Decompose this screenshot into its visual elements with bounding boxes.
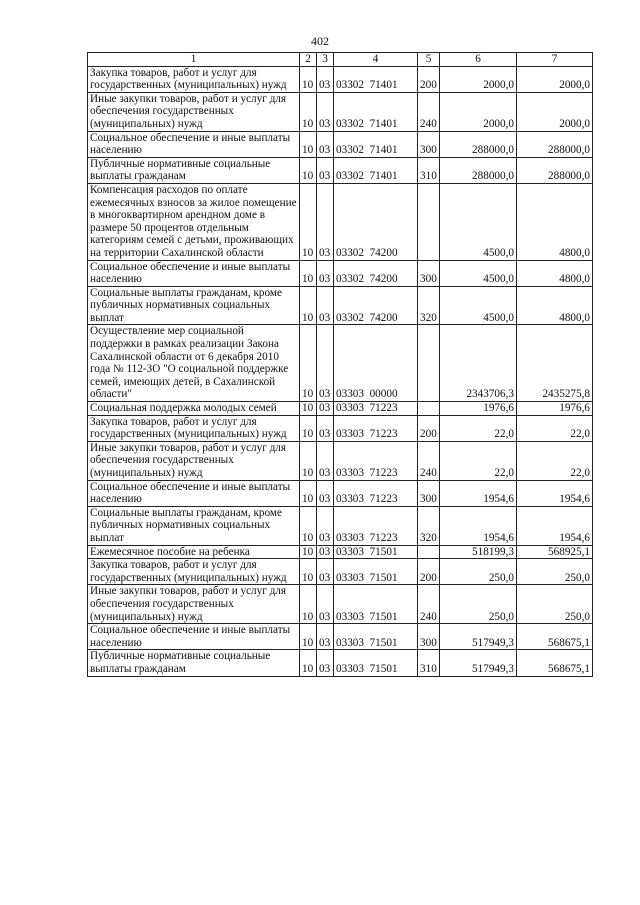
table-row [88,183,593,260]
amount-year2-cell: 250,0 [517,585,593,624]
target-article-cell: 03302 71401 [334,131,418,157]
amount-year1-cell: 4500,0 [440,183,517,260]
amount-year2-cell: 568925,1 [517,545,593,559]
row-name-cell: Социальное обеспечение и иные выплаты населению [88,480,300,506]
expense-type-cell: 240 [418,441,440,480]
expense-type-cell [418,545,440,559]
row-name-cell: Осуществление мер социальной поддержки в рамках реализации Закона Сахалинской области от 6 декабря 2010 года № 112-ЗО "О социальной поддержке семей, имеющих детей, в Сахалинской области" [88,325,300,402]
subsection-code-cell: 03 [317,545,334,559]
amount-year1-cell: 288000,0 [440,131,517,157]
expense-type-cell: 320 [418,286,440,325]
target-article-cell: 03303 71223 [334,415,418,441]
amount-year2-cell: 568675,1 [517,650,593,676]
amount-year2-cell: 4800,0 [517,183,593,260]
target-article-cell: 03303 71501 [334,559,418,585]
table-row [88,325,593,402]
target-article-cell: 03303 71501 [334,545,418,559]
amount-year1-cell: 517949,3 [440,624,517,650]
expense-type-cell: 200 [418,559,440,585]
amount-year2-cell: 1976,6 [517,402,593,416]
section-code-cell: 10 [300,66,317,92]
amount-year2-cell: 4800,0 [517,260,593,286]
target-article-cell: 03302 71401 [334,92,418,131]
subsection-code-cell: 03 [317,402,334,416]
row-name-cell: Публичные нормативные социальные выплаты гражданам [88,650,300,676]
amount-year2-cell: 288000,0 [517,157,593,183]
table-row [88,650,593,676]
amount-year1-cell: 4500,0 [440,260,517,286]
header-cell: 2 [300,53,317,67]
subsection-code-cell: 03 [317,480,334,506]
section-code-cell: 10 [300,131,317,157]
table-row [88,402,593,416]
header-cell: 4 [334,53,418,67]
table-row [88,286,593,325]
target-article-cell: 03303 71501 [334,624,418,650]
amount-year1-cell: 22,0 [440,441,517,480]
amount-year2-cell: 2000,0 [517,66,593,92]
amount-year1-cell: 4500,0 [440,286,517,325]
expense-type-cell: 310 [418,650,440,676]
expense-type-cell: 300 [418,131,440,157]
expense-type-cell: 240 [418,585,440,624]
expense-type-cell: 300 [418,624,440,650]
target-article-cell: 03302 74200 [334,183,418,260]
section-code-cell: 10 [300,506,317,545]
target-article-cell: 03302 71401 [334,66,418,92]
section-code-cell: 10 [300,441,317,480]
amount-year1-cell: 250,0 [440,585,517,624]
page-number: 402 [311,34,329,48]
subsection-code-cell: 03 [317,66,334,92]
amount-year1-cell: 517949,3 [440,650,517,676]
expense-type-cell [418,325,440,402]
amount-year2-cell: 22,0 [517,441,593,480]
table-row [88,131,593,157]
subsection-code-cell: 03 [317,92,334,131]
row-name-cell: Компенсация расходов по оплате ежемесячных взносов за жилое помещение в многоквартирном арендном доме в размере 50 процентов отдельным категориям семей с детьми, проживающих на территории Сахалинской области [88,183,300,260]
amount-year2-cell: 2000,0 [517,92,593,131]
table-row [88,260,593,286]
amount-year1-cell: 1954,6 [440,480,517,506]
row-name-cell: Публичные нормативные социальные выплаты гражданам [88,157,300,183]
row-name-cell: Иные закупки товаров, работ и услуг для обеспечения государственных (муниципальных) нужд [88,441,300,480]
section-code-cell: 10 [300,402,317,416]
section-code-cell: 10 [300,92,317,131]
header-cell: 5 [418,53,440,67]
section-code-cell: 10 [300,480,317,506]
amount-year1-cell: 250,0 [440,559,517,585]
amount-year1-cell: 288000,0 [440,157,517,183]
target-article-cell: 03303 71501 [334,650,418,676]
subsection-code-cell: 03 [317,157,334,183]
target-article-cell: 03303 71223 [334,441,418,480]
expense-type-cell: 310 [418,157,440,183]
expense-type-cell [418,183,440,260]
amount-year1-cell: 1976,6 [440,402,517,416]
section-code-cell: 10 [300,260,317,286]
section-code-cell: 10 [300,545,317,559]
amount-year2-cell: 2435275,8 [517,325,593,402]
row-name-cell: Социальные выплаты гражданам, кроме публичных нормативных социальных выплат [88,506,300,545]
amount-year2-cell: 1954,6 [517,506,593,545]
table-row [88,480,593,506]
subsection-code-cell: 03 [317,183,334,260]
amount-year1-cell: 1954,6 [440,506,517,545]
header-cell: 6 [440,53,517,67]
subsection-code-cell: 03 [317,441,334,480]
amount-year2-cell: 250,0 [517,559,593,585]
amount-year2-cell: 1954,6 [517,480,593,506]
section-code-cell: 10 [300,183,317,260]
table-row [88,585,593,624]
section-code-cell: 10 [300,585,317,624]
target-article-cell: 03302 74200 [334,286,418,325]
target-article-cell: 03303 00000 [334,325,418,402]
row-name-cell: Социальное обеспечение и иные выплаты населению [88,260,300,286]
table-row [88,624,593,650]
expense-type-cell [418,402,440,416]
row-name-cell: Иные закупки товаров, работ и услуг для обеспечения государственных (муниципальных) нужд [88,92,300,131]
subsection-code-cell: 03 [317,131,334,157]
section-code-cell: 10 [300,157,317,183]
expense-type-cell: 300 [418,480,440,506]
section-code-cell: 10 [300,650,317,676]
target-article-cell: 03303 71501 [334,585,418,624]
table-row [88,157,593,183]
row-name-cell: Социальная поддержка молодых семей [88,402,300,416]
target-article-cell: 03303 71223 [334,480,418,506]
amount-year2-cell: 288000,0 [517,131,593,157]
expense-type-cell: 200 [418,66,440,92]
target-article-cell: 03302 74200 [334,260,418,286]
target-article-cell: 03303 71223 [334,402,418,416]
amount-year2-cell: 568675,1 [517,624,593,650]
table-row [88,415,593,441]
subsection-code-cell: 03 [317,650,334,676]
amount-year2-cell: 4800,0 [517,286,593,325]
expense-type-cell: 320 [418,506,440,545]
row-name-cell: Иные закупки товаров, работ и услуг для обеспечения государственных (муниципальных) нужд [88,585,300,624]
section-code-cell: 10 [300,325,317,402]
table-header-row [88,53,593,67]
row-name-cell: Закупка товаров, работ и услуг для государственных (муниципальных) нужд [88,415,300,441]
header-cell: 1 [88,53,300,67]
subsection-code-cell: 03 [317,415,334,441]
expense-type-cell: 200 [418,415,440,441]
table-row [88,559,593,585]
table-row [88,66,593,92]
budget-table [87,52,593,677]
subsection-code-cell: 03 [317,559,334,585]
section-code-cell: 10 [300,624,317,650]
amount-year1-cell: 22,0 [440,415,517,441]
subsection-code-cell: 03 [317,585,334,624]
header-cell: 7 [517,53,593,67]
table-row [88,441,593,480]
section-code-cell: 10 [300,286,317,325]
table-row [88,545,593,559]
subsection-code-cell: 03 [317,506,334,545]
row-name-cell: Закупка товаров, работ и услуг для государственных (муниципальных) нужд [88,559,300,585]
amount-year1-cell: 2343706,3 [440,325,517,402]
table-row [88,506,593,545]
amount-year1-cell: 2000,0 [440,66,517,92]
table-row [88,92,593,131]
subsection-code-cell: 03 [317,286,334,325]
amount-year1-cell: 2000,0 [440,92,517,131]
target-article-cell: 03303 71223 [334,506,418,545]
row-name-cell: Социальное обеспечение и иные выплаты населению [88,131,300,157]
expense-type-cell: 300 [418,260,440,286]
expense-type-cell: 240 [418,92,440,131]
section-code-cell: 10 [300,559,317,585]
subsection-code-cell: 03 [317,624,334,650]
subsection-code-cell: 03 [317,325,334,402]
section-code-cell: 10 [300,415,317,441]
row-name-cell: Ежемесячное пособие на ребенка [88,545,300,559]
subsection-code-cell: 03 [317,260,334,286]
amount-year2-cell: 22,0 [517,415,593,441]
row-name-cell: Социальные выплаты гражданам, кроме публичных нормативных социальных выплат [88,286,300,325]
target-article-cell: 03302 71401 [334,157,418,183]
amount-year1-cell: 518199,3 [440,545,517,559]
row-name-cell: Социальное обеспечение и иные выплаты населению [88,624,300,650]
header-cell: 3 [317,53,334,67]
row-name-cell: Закупка товаров, работ и услуг для государственных (муниципальных) нужд [88,66,300,92]
